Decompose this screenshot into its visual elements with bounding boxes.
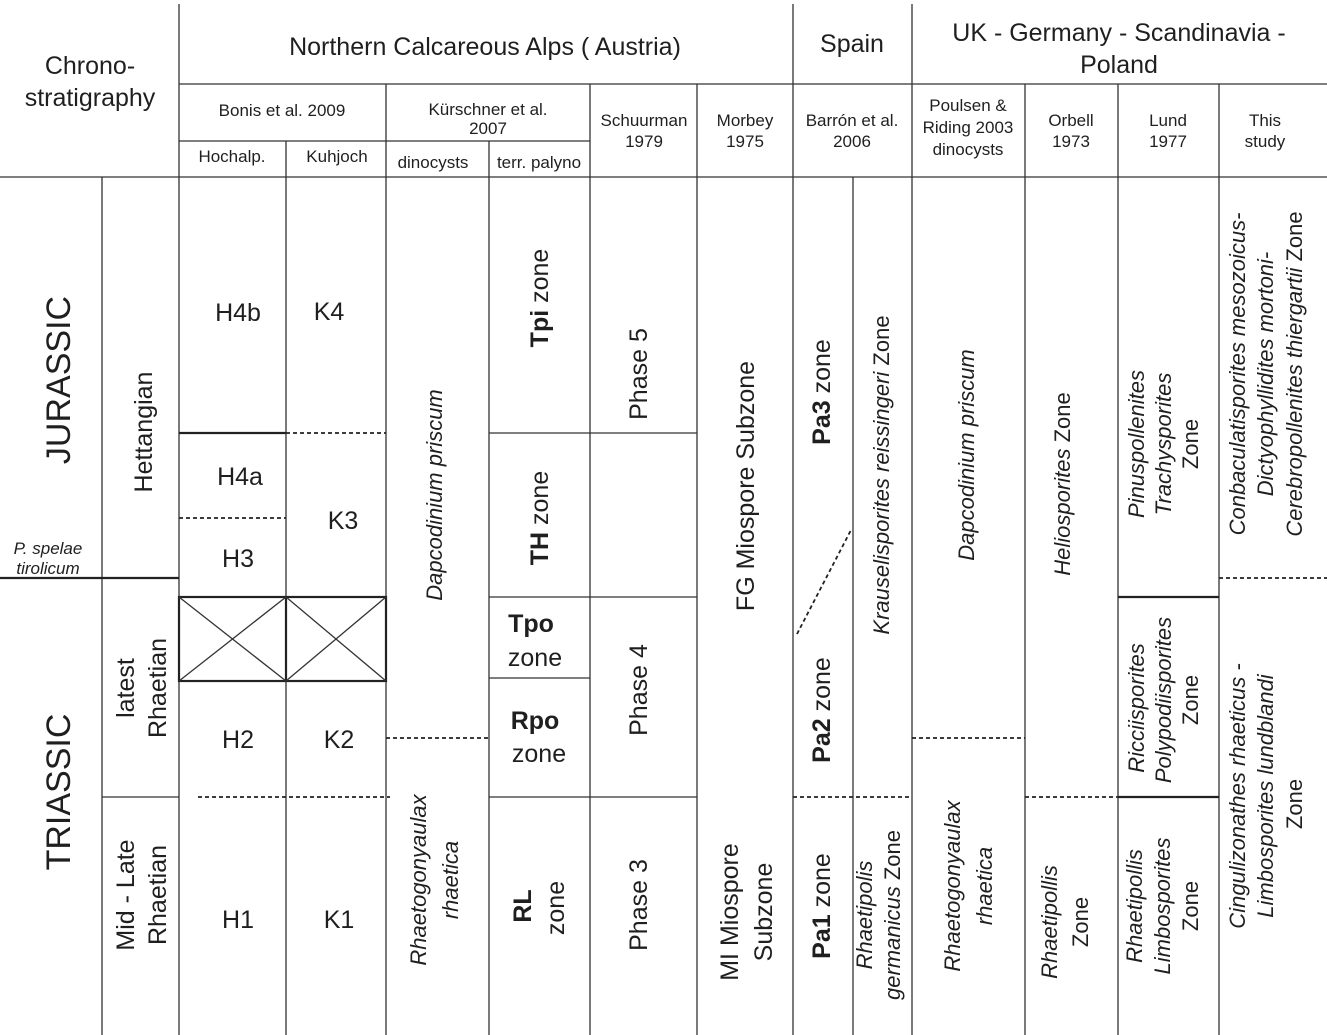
rhaetipollis-orbell-line2: Zone <box>1068 896 1093 948</box>
rhaetipolis-line1: Rhaetipolis <box>852 860 877 970</box>
source-this-study-line1: This <box>1248 111 1282 130</box>
zone-rl-code: RL <box>509 889 537 923</box>
source-orbell-line2: 1973 <box>1052 132 1090 151</box>
poulsen-rhaetogonyaulax-line1: Rhaetogonyaulax <box>940 800 965 972</box>
study-upper-line1: Conbaculatisporites mesozoicus- <box>1225 212 1250 536</box>
zone-pa3: Pa3 zone <box>808 339 836 445</box>
study-lower-line3: Zone <box>1282 778 1307 830</box>
latest-rhaetian-line2: Rhaetian <box>144 637 172 739</box>
unit-k3: K3 <box>327 507 359 535</box>
source-poulsen-line2: Riding 2003 <box>922 118 1014 137</box>
zone-rl-word: zone <box>542 880 570 936</box>
source-schuurman-line1: Schuurman <box>600 111 688 130</box>
lund-pinus-line1: Pinuspollenites <box>1124 370 1149 518</box>
unit-k2: K2 <box>323 726 355 754</box>
source-terr-palyno: terr. palyno <box>496 153 582 172</box>
source-schuurman-line2: 1979 <box>625 132 663 151</box>
rhaetipollis-orbell-line1: Rhaetipollis <box>1037 865 1062 979</box>
rhaetipolis-line2: germanicus Zone <box>880 830 905 1000</box>
fg-miospore-subzone: FG Miospore Subzone <box>732 360 760 612</box>
phase-5: Phase 5 <box>625 328 653 420</box>
zone-pa1: Pa1 zone <box>808 853 836 959</box>
latest-rhaetian-line1: latest <box>112 658 140 718</box>
unit-h2: H2 <box>222 726 254 754</box>
chrono-header-line2: stratigraphy <box>24 84 156 112</box>
mi-miospore-line2: Subzone <box>750 862 778 962</box>
phase-4: Phase 4 <box>625 644 653 736</box>
unit-h3: H3 <box>222 545 254 573</box>
lund-rhaeti-line3: Zone <box>1178 880 1203 932</box>
zone-tpo-code: Tpo <box>508 610 554 638</box>
heliosporites-zone: Heliosporites Zone <box>1050 392 1075 576</box>
study-upper-line2: Dictyophyllidites mortoni- <box>1253 251 1278 497</box>
mi-miospore-line1: MI Miospore <box>716 843 744 981</box>
spelae-label-line1: P. spelae <box>13 539 83 558</box>
krauselisporites-zone: Krauselisporites reissingeri Zone <box>869 315 894 635</box>
source-barron-line1: Barrón et al. <box>805 111 899 130</box>
source-dinocysts: dinocysts <box>397 153 469 172</box>
unit-k1: K1 <box>323 906 355 934</box>
unit-h1: H1 <box>222 906 254 934</box>
kurschner-rhaetogonyaulax-line1: Rhaetogonyaulax <box>406 794 431 966</box>
source-lund-line1: Lund <box>1149 111 1187 130</box>
source-bonis: Bonis et al. 2009 <box>218 101 346 120</box>
triassic-label: TRIASSIC <box>40 713 78 871</box>
source-poulsen-line1: Poulsen & <box>929 96 1007 115</box>
jurassic-label: JURASSIC <box>40 295 78 465</box>
source-morbey-line2: 1975 <box>726 132 764 151</box>
unit-k4: K4 <box>313 298 345 326</box>
zone-rpo-word: zone <box>511 740 567 768</box>
lund-rhaeti-line1: Rhaetipollis <box>1122 849 1147 963</box>
uk-title-line2: Poland <box>1080 51 1158 79</box>
source-kurschner-line1: Kürschner et al. <box>428 100 548 119</box>
lund-rhaeti-line2: Limbosporites <box>1150 837 1175 975</box>
hettangian-label: Hettangian <box>130 371 158 493</box>
study-lower-line2: Limbosporites lundblandi <box>1253 674 1278 918</box>
source-kuhjoch: Kuhjoch <box>306 147 368 166</box>
uk-title-line1: UK - Germany - Scandinavia - <box>952 19 1286 47</box>
nca-title: Northern Calcareous Alps ( Austria) <box>289 33 681 61</box>
lund-ricci-line1: Ricciisporites <box>1124 643 1149 773</box>
source-orbell-line1: Orbell <box>1048 111 1094 130</box>
lund-pinus-line2: Trachysporites <box>1151 372 1176 516</box>
source-lund-line2: 1977 <box>1149 132 1187 151</box>
source-kurschner-line2: 2007 <box>469 119 507 138</box>
study-lower-line1: Cingulizonathes rhaeticus - <box>1225 663 1250 929</box>
lund-ricci-line2: Polypodiisporites <box>1151 616 1176 784</box>
poulsen-dapcodinium: Dapcodinium priscum <box>954 349 979 561</box>
zone-tpi: Tpi zone <box>526 248 554 348</box>
lund-ricci-line3: Zone <box>1178 674 1203 726</box>
study-upper-line3: Cerebropollenites thiergartii Zone <box>1282 211 1307 537</box>
source-poulsen-line3: dinocysts <box>932 140 1004 159</box>
unit-h4b: H4b <box>215 299 261 327</box>
spelae-label-line2: tirolicum <box>16 559 80 578</box>
source-barron-line2: 2006 <box>833 132 871 151</box>
kurschner-rhaetogonyaulax-line2: rhaetica <box>438 840 463 920</box>
zone-th: TH zone <box>526 470 554 566</box>
phase-3: Phase 3 <box>625 859 653 951</box>
mid-late-rhaetian-line2: Rhaetian <box>144 844 172 946</box>
kurschner-dapcodinium: Dapcodinium priscum <box>422 389 447 601</box>
unit-h4a: H4a <box>217 463 263 491</box>
lund-pinus-line3: Zone <box>1178 418 1203 470</box>
poulsen-rhaetogonyaulax-line2: rhaetica <box>972 846 997 926</box>
zone-rpo-code: Rpo <box>510 707 560 735</box>
spain-title: Spain <box>820 30 884 58</box>
zone-tpo-word: zone <box>507 644 563 672</box>
zone-pa2: Pa2 zone <box>808 657 836 763</box>
source-morbey-line1: Morbey <box>716 111 774 130</box>
source-this-study-line2: study <box>1244 132 1286 151</box>
chrono-header-line1: Chrono- <box>44 52 136 80</box>
mid-late-rhaetian-line1: Mid - Late <box>112 839 140 951</box>
source-hochalp: Hochalp. <box>198 147 266 166</box>
